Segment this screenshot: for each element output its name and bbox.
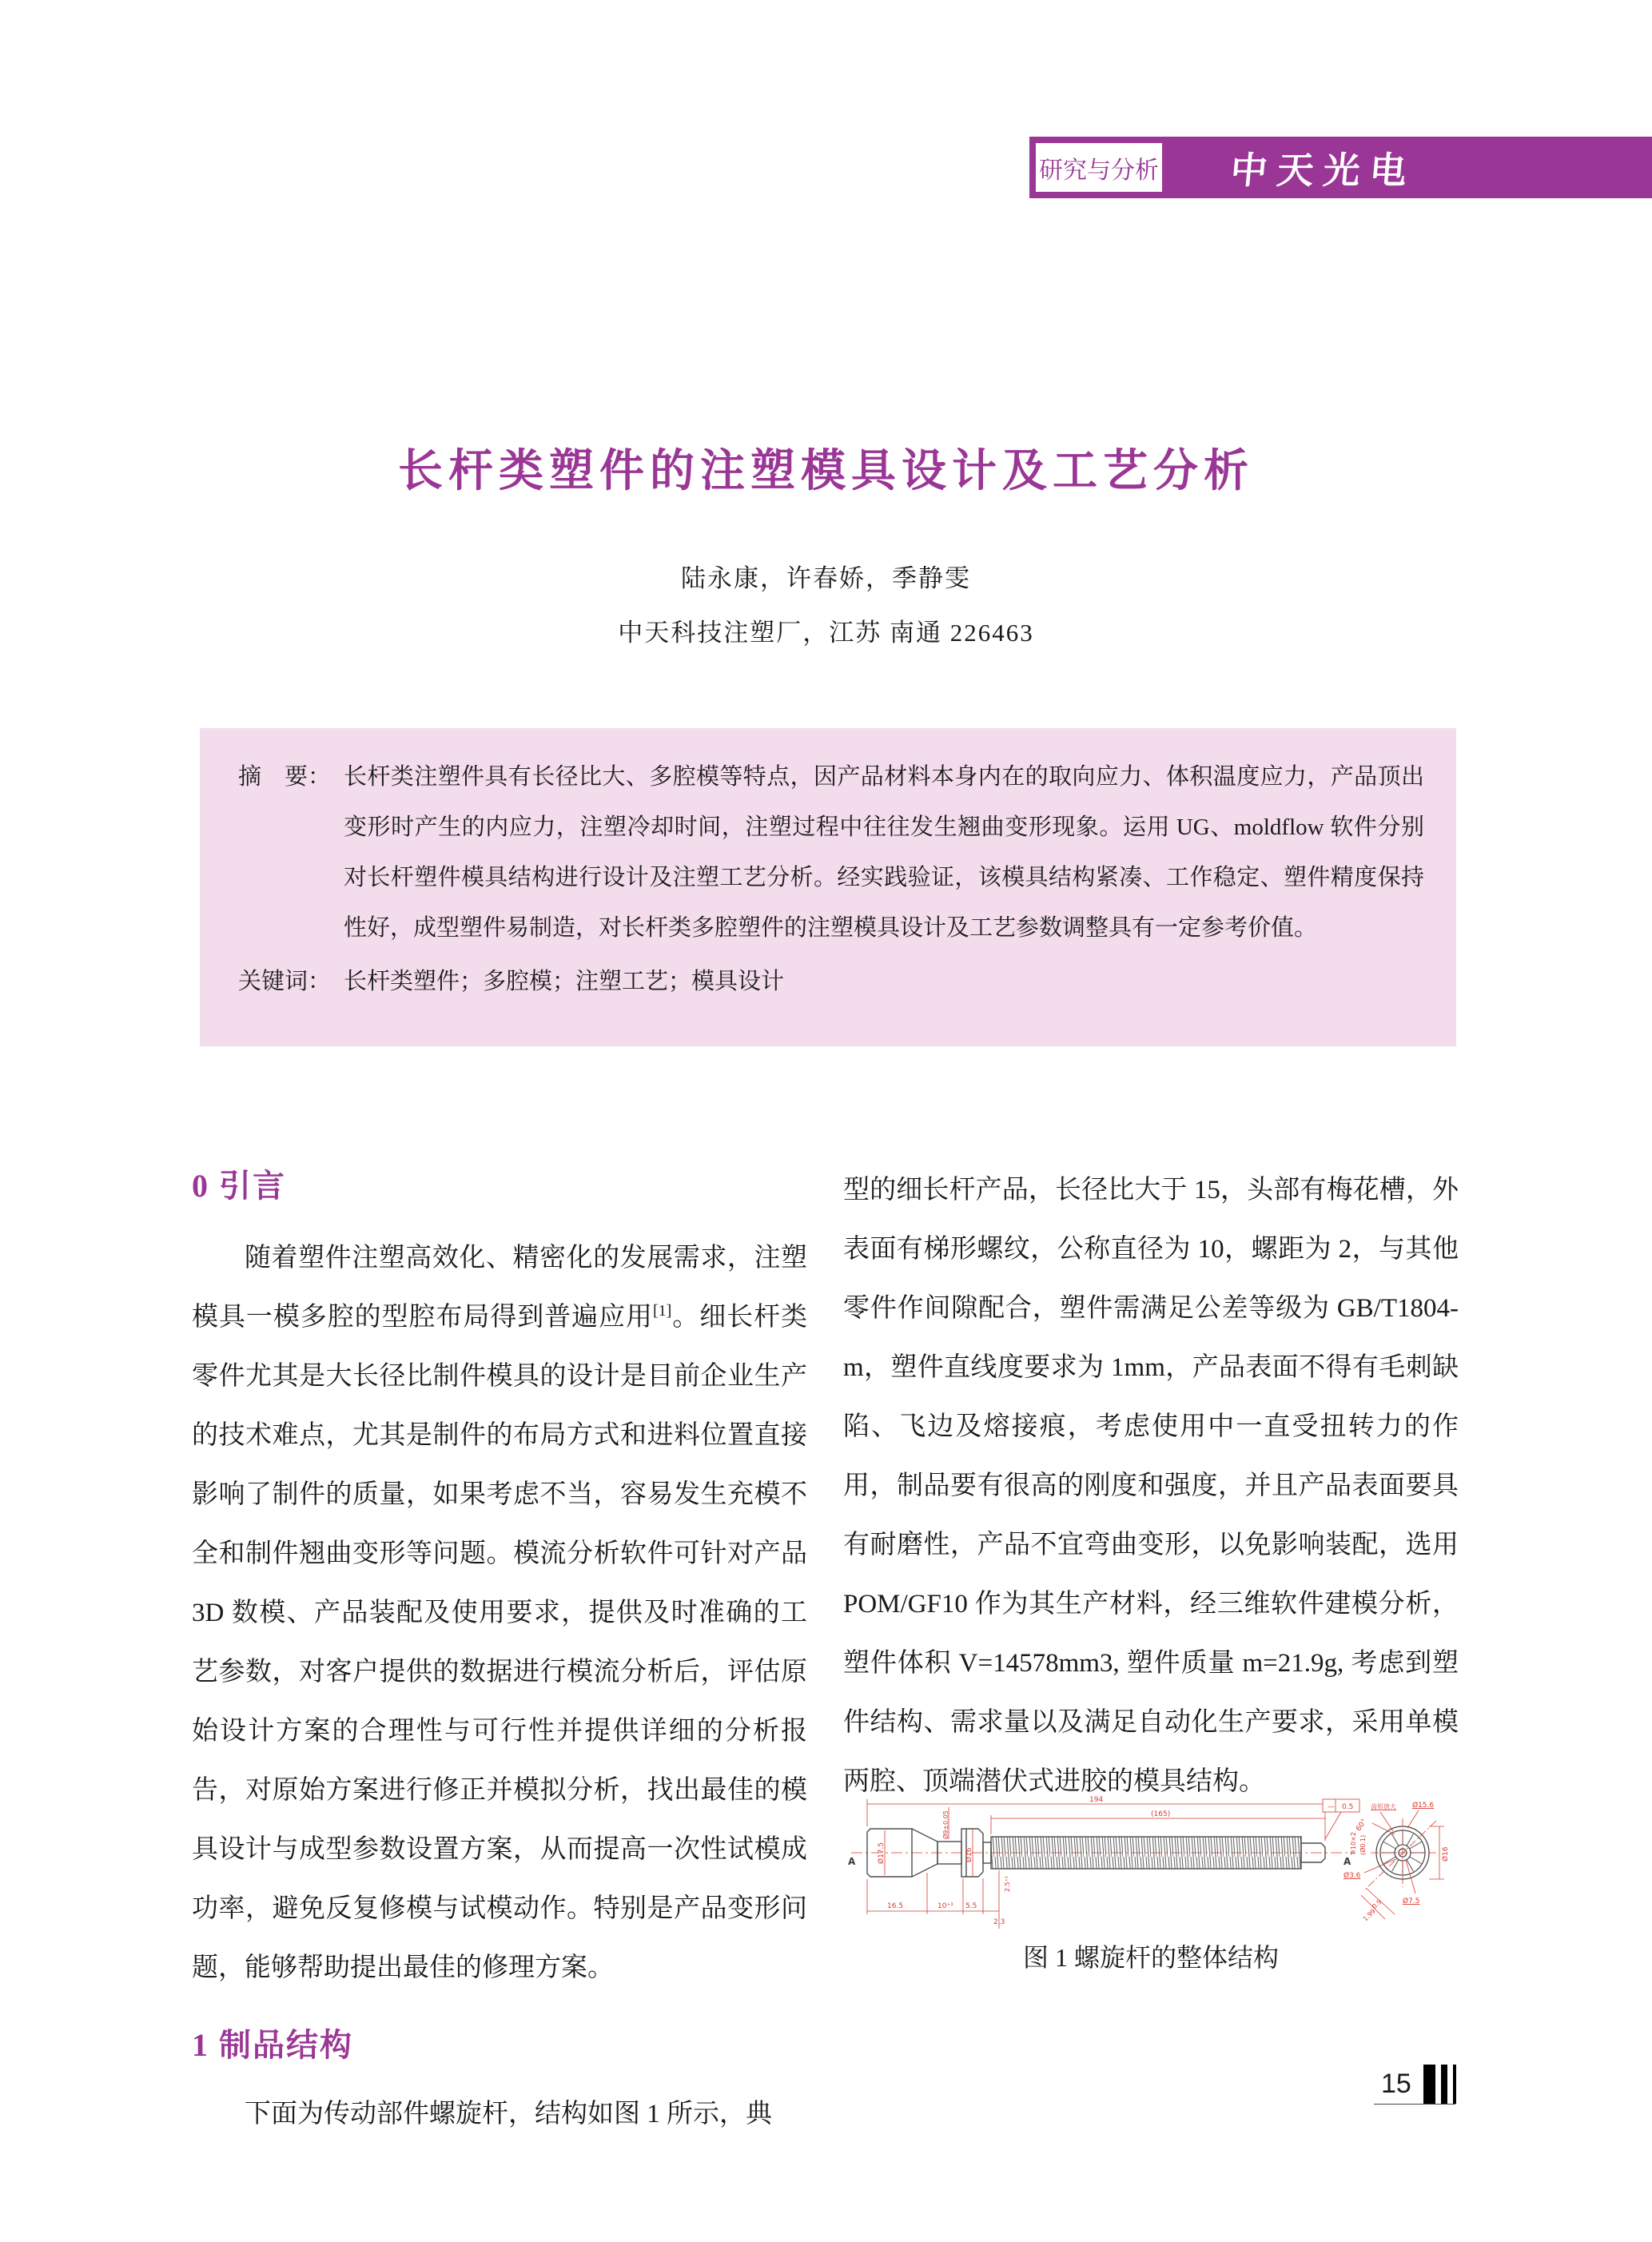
dim-collar-dia: Ø16	[965, 1847, 973, 1862]
page-title: 长杆类塑件的注塑模具设计及工艺分析	[398, 447, 1254, 496]
section-heading-0: 0 引言	[192, 1168, 286, 1204]
dim-tooth-w1: 0.9	[1371, 1898, 1383, 1911]
column-section-label: 研究与分析	[1039, 157, 1159, 184]
thread-tol-label: (Ø0.1)	[1359, 1834, 1367, 1855]
figure-1-caption: 图 1 螺旋杆的整体结构	[1022, 1943, 1279, 1972]
intro-text-before-ref: 随着塑件注塑高效化、精密化的发展需求，注塑模具一模多腔的型腔布局得到普遍应用	[192, 1244, 807, 1332]
footer-bars-decoration	[1423, 2065, 1459, 2104]
abstract-row	[238, 752, 1424, 954]
keywords-label: 关键词：	[238, 969, 332, 994]
footer-bar-medium	[1441, 2065, 1447, 2104]
section-mark-left: A	[848, 1856, 856, 1867]
thread-spec-label: Tr10×2	[1350, 1832, 1357, 1855]
intro-text-after-ref: 。细长杆类零件尤其是大长径比制件模具的设计是目前企业生产的技术难点，尤其是制件的布局方式和进料位置直接影响了制件的质量，如果考虑不当，容易发生充模不全和制件翘曲变形等问题。模流分析软件可针对产品 3D 数模、产品装配及使用要求，提供及时准确的工艺参数，对客户提供的数据进行模流分析后，评估原始设计方案的合理性与可行性并提供详细的分析报告，对原始方案进行修正并模拟分析，找出最佳的模具设计与成型参数设置方案，从而提高一次性试模成功率，避免反复修模与试模动作。特别是产品变形问题，能够帮助提出最佳的修理方案。	[192, 1303, 808, 1982]
section-heading-1: 1 制品结构	[192, 2027, 353, 2063]
footer-bar-thin	[1453, 2065, 1456, 2104]
dim-collar-length: 5.5	[965, 1902, 977, 1910]
figure-1-drawing	[843, 1793, 1459, 1945]
right-column	[843, 1161, 1459, 1811]
dim-neck-dia: Ø9±0.05	[942, 1810, 949, 1839]
footer-rule	[1374, 2104, 1455, 2105]
citation-ref-1: [1]	[652, 1302, 672, 1320]
screw-rod-cad-drawing	[843, 1793, 1459, 1945]
column-section-badge	[1034, 141, 1164, 193]
dim-end-side-dia: Ø16	[1442, 1846, 1450, 1862]
abstract-label: 摘 要：	[238, 764, 332, 790]
abstract-box	[200, 728, 1456, 1046]
dim-straightness: 0.5	[1342, 1803, 1354, 1811]
dim-head-length: 16.5	[887, 1902, 904, 1910]
keywords-row	[238, 957, 1424, 1007]
dim-end-hole-dia: Ø3.6	[1343, 1872, 1361, 1880]
page-number: 15	[1381, 2069, 1411, 2099]
dim-total-length: 194	[1089, 1796, 1104, 1804]
intro-paragraph	[192, 1229, 807, 1997]
structure-paragraph-continued: 型的细长杆产品，长径比大于 15，头部有梅花槽，外表面有梯形螺纹，公称直径为 10，螺距为 2，与其他零件作间隙配合，塑件需满足公差等级为 GB/T1804-m，塑件直线度要求为 1mm，产品表面不得有毛刺缺陷、飞边及熔接痕，考虑使用中一直受扭转力的作用，制品要有很高的刚度和强度，并且产品表面要具有耐磨性，产品不宜弯曲变形，以免影响装配，选用 POM/GF10 作为其生产材料，经三维软件建模分析，塑件体积 V=14578mm3, 塑件质量 m=21.9g, 考虑到塑件结构、需求量以及满足自动化生产要求，采用单模两腔、顶端潜伏式进胶的模具结构。	[843, 1176, 1459, 1796]
dim-end-angle: 60°	[1355, 1818, 1369, 1833]
dim-head-dia: Ø17.5	[878, 1842, 886, 1864]
journal-brand-logo	[1228, 142, 1489, 193]
dim-step-length: 2.3	[993, 1918, 1005, 1926]
abstract-text: 长杆类注塑件具有长径比大、多腔模等特点，因产品材料本身内在的取向应力、体积温度应力，产品顶出变形时产生的内应力，注塑冷却时间，注塑过程中往往发生翘曲变形现象。运用 UG、moldflow 软件分别对长杆塑件模具结构进行设计及注塑工艺分析。经实践验证，该模具结构紧凑、工作稳定、塑件精度保持性好，成型塑件易制造，对长杆类多腔塑件的注塑模具设计及工艺参数调整具有一定参考价值。	[344, 764, 1424, 941]
section-mark-right: A	[1343, 1856, 1351, 1867]
journal-brand-text: 中天光电	[1228, 150, 1418, 191]
dim-end-outer-dia: Ø15.6	[1412, 1802, 1435, 1810]
straightness-symbol: —	[1328, 1803, 1335, 1811]
dim-end-hub-dia: Ø7.5	[1403, 1898, 1420, 1906]
dim-neck-length: 10⁺¹	[937, 1902, 953, 1910]
structure-paragraph-start: 下面为传动部件螺旋杆，结构如图 1 所示，典	[245, 2100, 772, 2129]
left-column	[192, 1161, 807, 2144]
authors-line: 陆永康，许春娇，季静雯	[681, 564, 971, 592]
footer-bar-thick	[1423, 2065, 1435, 2104]
dim-step-height: 2.5⁺¹	[1004, 1875, 1011, 1892]
keywords-text: 长杆类塑件；多腔模；注塑工艺；模具设计	[344, 969, 785, 994]
end-view-note: 齿形放大	[1371, 1803, 1396, 1810]
dim-thread-length: (165)	[1151, 1810, 1171, 1818]
affiliation-line: 中天科技注塑厂，江苏 南通 226463	[618, 619, 1034, 647]
dim-tooth-w2: 1.99	[1361, 1907, 1377, 1923]
